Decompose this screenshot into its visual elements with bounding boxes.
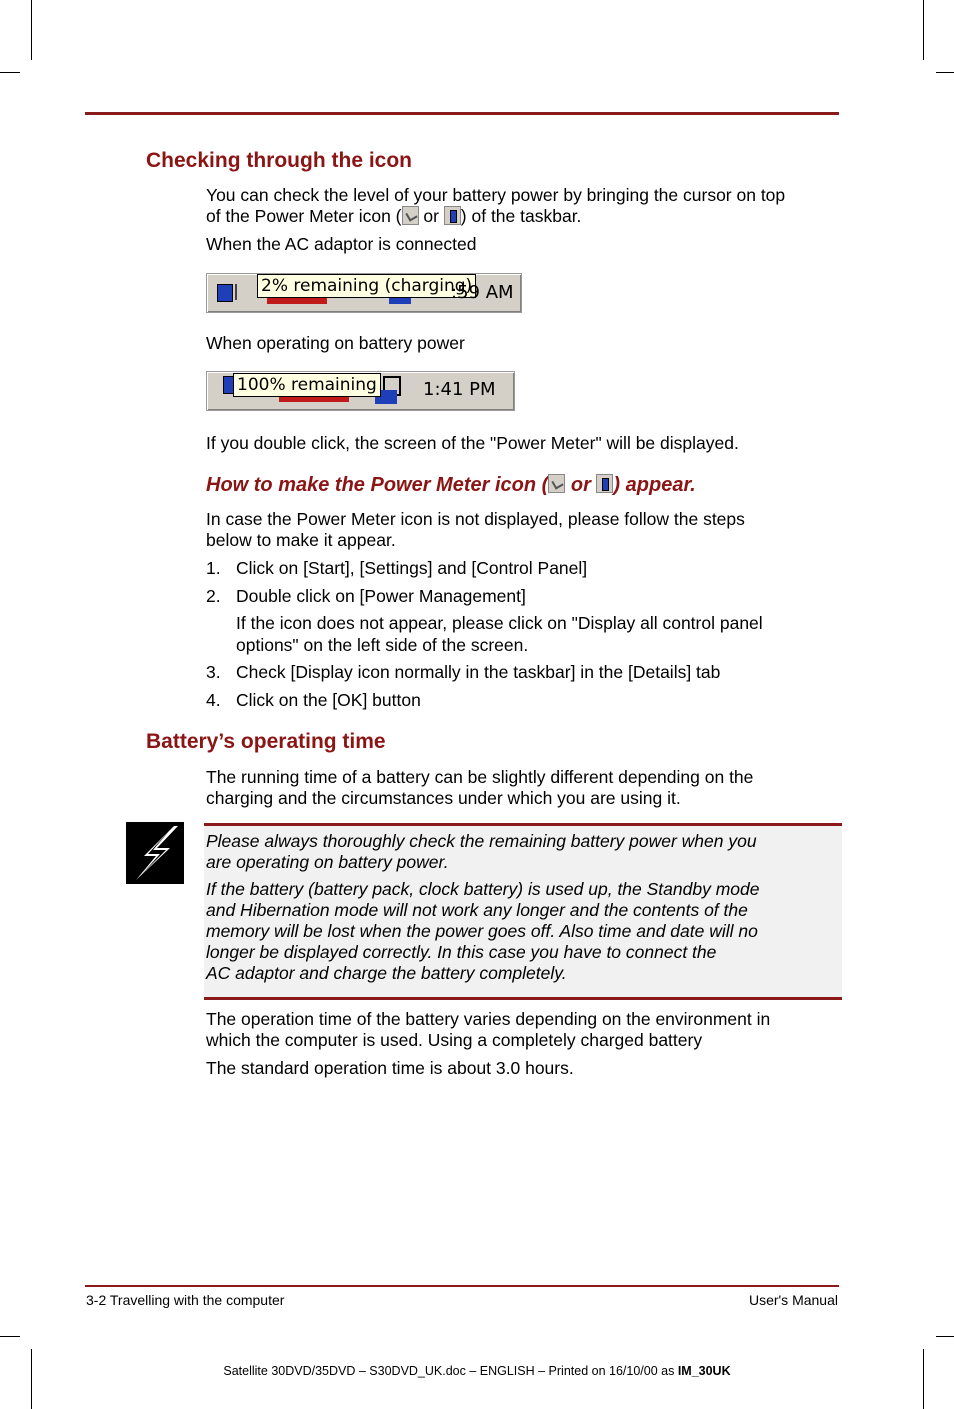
crop-mark <box>923 1349 924 1409</box>
crop-mark <box>0 72 20 73</box>
intro-paragraph <box>206 185 846 227</box>
note-line: memory will be lost when the power goes off. Also time and date will no <box>206 921 758 941</box>
crop-mark <box>0 1336 20 1337</box>
power-plug-icon <box>235 284 251 300</box>
battery-icon <box>444 206 461 225</box>
step-number: 4. <box>206 690 221 710</box>
note-line: If the battery (battery pack, clock battery) is used up, the Standby mode <box>206 879 760 899</box>
taskbar-clock: 1:41 PM <box>423 379 496 400</box>
battery-label: When operating on battery power <box>206 333 465 353</box>
crop-mark <box>31 1349 32 1409</box>
intro-text: of the Power Meter icon ( <box>206 206 402 226</box>
remaining-tooltip: 100% remaining <box>233 373 381 397</box>
running-time-paragraph <box>206 767 753 809</box>
intro-or: or <box>418 206 444 226</box>
header-rule <box>85 112 839 115</box>
intro-line-2 <box>206 206 846 227</box>
crop-mark <box>936 72 954 73</box>
note-line: and Hibernation mode will not work any longer and the contents of the <box>206 900 748 920</box>
print-info <box>0 1364 954 1378</box>
step-note-line-2: options" on the left side of the screen. <box>236 635 529 655</box>
section-heading-checking: Checking through the icon <box>146 149 412 172</box>
intro-text-end: ) of the taskbar. <box>460 206 582 226</box>
power-plug-icon <box>402 206 419 225</box>
taskbar-clock: :59 AM <box>451 282 514 303</box>
standard-time-paragraph: The standard operation time is about 3.0 hours. <box>206 1058 574 1078</box>
step-text: Click on [Start], [Settings] and [Control Panel] <box>236 558 588 578</box>
subsection-intro <box>206 509 745 551</box>
operation-time-paragraph <box>206 1009 770 1051</box>
section-heading-battery-time: Battery’s operating time <box>146 730 386 753</box>
subsection-intro-line-2: below to make it appear. <box>206 530 396 550</box>
monitor-icon <box>217 284 233 302</box>
subsection-heading-or: or <box>565 474 597 496</box>
warning-note-text <box>206 831 836 984</box>
ac-label: When the AC adaptor is connected <box>206 234 477 254</box>
ac-taskbar-screenshot <box>206 273 522 313</box>
step-text: Check [Display icon normally in the taskbar] in the [Details] tab <box>236 662 721 682</box>
note-line: longer be displayed correctly. In this case you have to connect the <box>206 942 717 962</box>
power-plug-icon <box>548 474 565 493</box>
note-line: AC adaptor and charge the battery completely. <box>206 963 567 983</box>
step-number: 3. <box>206 662 221 682</box>
operation-line-1: The operation time of the battery varies depending on the environment in <box>206 1009 771 1029</box>
subsection-heading-text: How to make the Power Meter icon ( <box>206 474 549 496</box>
step-text: Click on the [OK] button <box>236 690 421 710</box>
subsection-intro-line-1: In case the Power Meter icon is not displayed, please follow the steps <box>206 509 745 529</box>
double-click-paragraph: If you double click, the screen of the "Power Meter" will be displayed. <box>206 433 739 453</box>
running-time-line-1: The running time of a battery can be slightly different depending on the <box>206 767 754 787</box>
print-code: IM_30UK <box>677 1364 731 1378</box>
subsection-heading <box>206 474 696 497</box>
footer-right: User's Manual <box>748 1292 838 1308</box>
note-line: are operating on battery power. <box>206 852 449 872</box>
subsection-heading-end: ) appear. <box>613 474 696 496</box>
battery-icon <box>596 474 613 493</box>
crop-mark <box>31 0 32 60</box>
running-time-line-2: charging and the circumstances under which you are using it. <box>206 788 681 808</box>
footer-rule <box>85 1285 839 1287</box>
crop-mark <box>936 1336 954 1337</box>
intro-line-1: You can check the level of your battery power by bringing the cursor on top <box>206 185 786 205</box>
battery-taskbar-screenshot <box>206 371 515 411</box>
print-info-text: Satellite 30DVD/35DVD – S30DVD_UK.doc – ENGLISH – Printed on 16/10/00 as <box>223 1364 678 1378</box>
step-text: Double click on [Power Management] <box>236 586 526 606</box>
operation-line-2: which the computer is used. Using a completely charged battery <box>206 1030 703 1050</box>
crop-mark <box>923 0 924 60</box>
charging-tooltip: 2% remaining (charging) <box>257 274 476 298</box>
step-note-line-1: If the icon does not appear, please click on "Display all control panel <box>236 613 763 633</box>
footer-left: 3-2 Travelling with the computer <box>86 1292 285 1308</box>
note-line: Please always thoroughly check the remaining battery power when you <box>206 831 757 851</box>
lightning-warning-icon <box>126 822 184 884</box>
step-number: 1. <box>206 558 221 578</box>
step-number: 2. <box>206 586 221 606</box>
